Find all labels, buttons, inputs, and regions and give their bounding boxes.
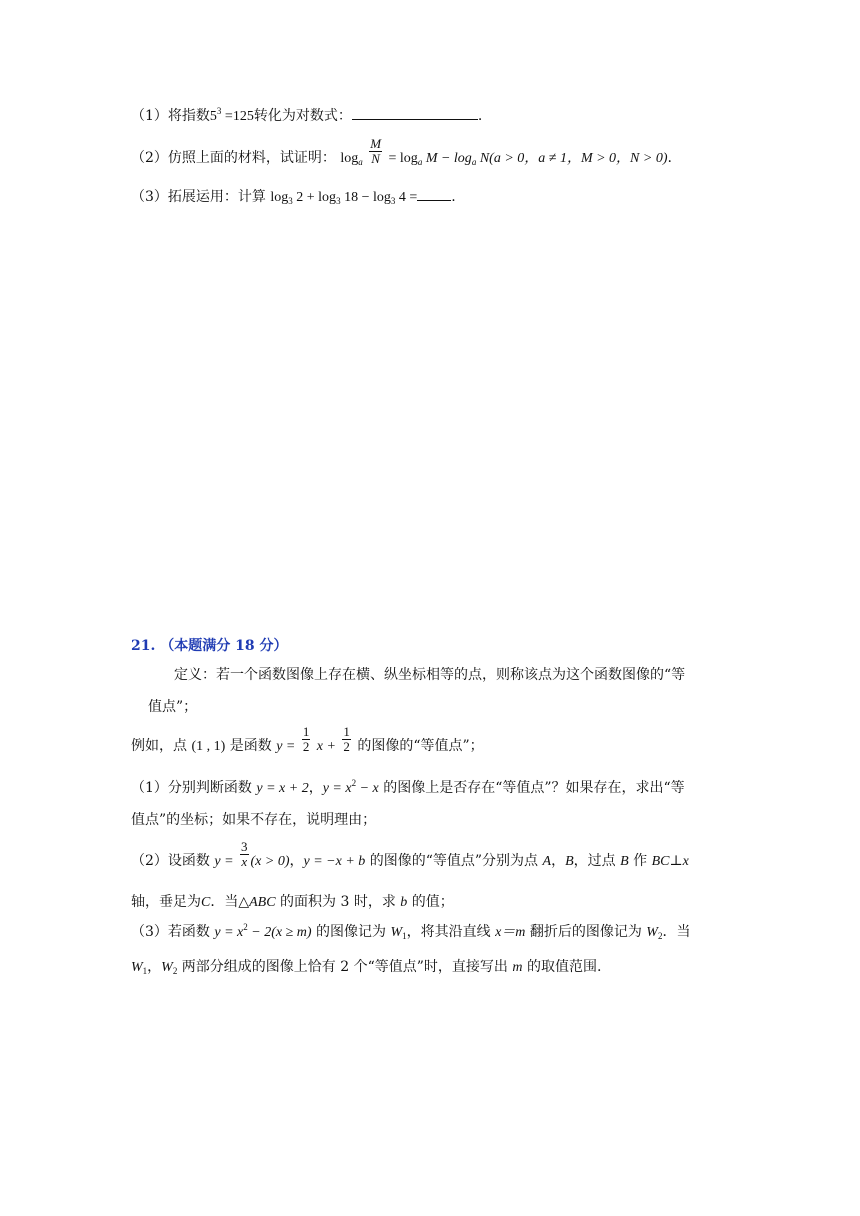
q21-definition-line2: 值点”； bbox=[148, 699, 198, 715]
q20-part1 bbox=[131, 106, 482, 127]
q20-part2-fraction bbox=[369, 137, 382, 166]
q21-part2b-text4: 的值； bbox=[411, 894, 454, 910]
q21-part3b-w2: W bbox=[161, 960, 173, 975]
q21-part2-frac-num: 3 bbox=[241, 838, 248, 854]
q20-part2-rhs-n: N(a > 0，a ≠ 1，M > 0，N > 0) bbox=[476, 151, 668, 166]
q21-part3-w-sub1: 1 bbox=[402, 931, 407, 941]
q21-part2-comma: ， bbox=[289, 853, 304, 869]
q21-part1-line2: 值点”的坐标；如果不存在，说明理由； bbox=[131, 812, 377, 828]
q21-part2-text: 的图像的“等值点”分别为点 bbox=[369, 853, 539, 869]
q21-part2b-text2: ．当△ bbox=[210, 894, 250, 910]
q21-part2-cond: (x > 0) bbox=[250, 854, 290, 869]
q21-example-y: y = bbox=[276, 739, 296, 754]
q21-part3b-text1: 两部分组成的图像上恰有 2 个“等值点”时，直接写出 bbox=[181, 959, 508, 975]
q21-part3-text4: ．当 bbox=[662, 924, 691, 940]
q21-part1-comma: ， bbox=[308, 780, 323, 796]
q20-part1-exp: 3 bbox=[216, 106, 222, 116]
q21-part3-w-sub2: 2 bbox=[657, 931, 663, 941]
q21-part2b-text3: 的面积为 3 时，求 bbox=[280, 894, 396, 910]
q20-part2-label: （2）仿照上面的材料，试证明： bbox=[131, 150, 336, 166]
q20-part3-log1: log bbox=[270, 190, 289, 205]
q20-part1-text: 转化为对数式： bbox=[253, 108, 352, 124]
q21-part3-w2: W bbox=[646, 925, 658, 940]
q20-part3-base1: 3 bbox=[288, 196, 293, 206]
q21-example-point: (1 , 1) bbox=[191, 739, 226, 754]
q21-part3b-var-m: m bbox=[512, 960, 523, 975]
q21-part1-line1 bbox=[131, 778, 685, 799]
q21-example-x: x + bbox=[316, 739, 336, 754]
q21-part2-frac-den: x bbox=[241, 853, 248, 869]
q20-part2-frac-den: N bbox=[371, 150, 380, 166]
q20-part3-base2: 3 bbox=[336, 196, 341, 206]
q20-part2-frac-num: M bbox=[370, 135, 382, 151]
q20-part2-log-base: a bbox=[358, 157, 363, 167]
q20-part2-end: . bbox=[667, 150, 672, 166]
q21-part2-text2: ，过点 bbox=[573, 853, 616, 869]
q21-part2-func2: y = −x + b bbox=[303, 854, 366, 869]
q21-example-frac1-den: 2 bbox=[302, 738, 310, 754]
q21-part2-sep: ， bbox=[551, 853, 566, 869]
q21-example-post: 的图像的“等值点”； bbox=[357, 738, 484, 754]
q21-example-frac2-den: 2 bbox=[343, 738, 350, 754]
q20-part1-base: 5 bbox=[209, 109, 217, 124]
q21-part2-point-b2: B bbox=[620, 854, 629, 869]
q21-example-frac2-num: 1 bbox=[343, 723, 350, 739]
q21-example-frac1 bbox=[302, 725, 311, 754]
q21-example-frac1-num: 1 bbox=[302, 723, 310, 739]
q20-part3-term3: 18 − log bbox=[340, 190, 391, 205]
q21-part2b-point-c: C bbox=[201, 895, 211, 910]
q20-part2-rhs-base2: a bbox=[471, 157, 477, 167]
q21-part2-text3: 作 bbox=[633, 853, 648, 869]
q20-part2-rhs-m: M − log bbox=[422, 151, 472, 166]
q21-part1-func1: y = x + 2 bbox=[256, 781, 309, 796]
q21-part1-text: 的图像上是否存在“等值点”？如果存在，求出“等 bbox=[383, 780, 685, 796]
q20-part3-answer-blank[interactable] bbox=[417, 188, 451, 201]
q21-definition-line1: 定义：若一个函数图像上存在横、纵坐标相等的点，则称该点为这个函数图像的“等 bbox=[174, 667, 686, 683]
q21-part2-frac bbox=[240, 840, 249, 869]
q20-part3-term2: 2 + log bbox=[292, 190, 337, 205]
q21-part3-line1 bbox=[131, 922, 690, 943]
q20-part3-label: （3）拓展运用：计算 bbox=[131, 189, 266, 205]
q20-part1-label: （1）将指数 bbox=[131, 108, 210, 124]
q21-part1-func2-exp: 2 bbox=[351, 778, 357, 788]
q21-part3-line2 bbox=[131, 957, 601, 978]
q20-part1-end: . bbox=[477, 108, 483, 124]
q20-part1-answer-blank[interactable] bbox=[352, 107, 478, 120]
q21-part3-text1: 的图像记为 bbox=[315, 924, 386, 940]
q20-part3-term4: 4 = bbox=[395, 190, 418, 205]
q21-part3-label: （3）若函数 bbox=[131, 924, 210, 940]
q21-part3b-text2: 的取值范围. bbox=[526, 959, 602, 975]
q21-example-mid: 是函数 bbox=[229, 738, 272, 754]
q20-part3-end: . bbox=[451, 189, 456, 205]
q21-part3-func-exp: 2 bbox=[243, 922, 248, 932]
q21-part2-line2 bbox=[131, 892, 454, 913]
q21-part3-line-eq: x＝m bbox=[495, 925, 526, 940]
q21-part3-func: y = x bbox=[214, 925, 244, 940]
q21-part3-func-rest: − 2(x ≥ m) bbox=[247, 925, 312, 940]
q21-part3b-w-sub1: 1 bbox=[142, 966, 148, 976]
q21-part3b-w: W bbox=[131, 960, 143, 975]
q20-part3-base3: 3 bbox=[390, 196, 396, 206]
q20-part2-log: log bbox=[340, 151, 359, 166]
q20-part1-eq: =125 bbox=[221, 109, 254, 124]
q20-part2 bbox=[131, 135, 672, 169]
q21-part3-text3: 翻折后的图像记为 bbox=[529, 924, 642, 940]
q21-part2-point-a: A bbox=[542, 854, 552, 869]
q21-example-frac2 bbox=[342, 725, 351, 754]
q21-part3-w: W bbox=[390, 925, 403, 940]
q21-heading: 21. （本题满分 18 分） bbox=[131, 638, 288, 654]
q21-part2-line1 bbox=[131, 838, 689, 872]
q20-part2-rhs: = log bbox=[388, 151, 418, 166]
q21-part1-label: （1）分别判断函数 bbox=[131, 780, 252, 796]
q21-part2-y: y = bbox=[214, 854, 234, 869]
q21-part2b-text1: 轴，垂足为 bbox=[131, 894, 201, 910]
q21-part3-text2: ，将其沿直线 bbox=[406, 924, 491, 940]
q20-part2-rhs-base: a bbox=[417, 157, 423, 167]
q21-part2-perp: BC⊥x bbox=[651, 854, 689, 869]
q21-example bbox=[131, 723, 484, 757]
q20-part3 bbox=[131, 187, 456, 208]
q21-part3b-w-sub2: 2 bbox=[172, 966, 178, 976]
q21-part2-label: （2）设函数 bbox=[131, 853, 210, 869]
q21-part1-func2-rest: − x bbox=[356, 781, 379, 796]
q21-part2b-triangle: ABC bbox=[249, 895, 276, 910]
q21-part3b-sep: ， bbox=[147, 959, 162, 975]
q21-part1-func2: y = x bbox=[322, 781, 352, 796]
q21-part2-point-b: B bbox=[565, 854, 574, 869]
q21-part2b-var-b: b bbox=[400, 895, 408, 910]
q21-example-pre: 例如，点 bbox=[131, 738, 187, 754]
